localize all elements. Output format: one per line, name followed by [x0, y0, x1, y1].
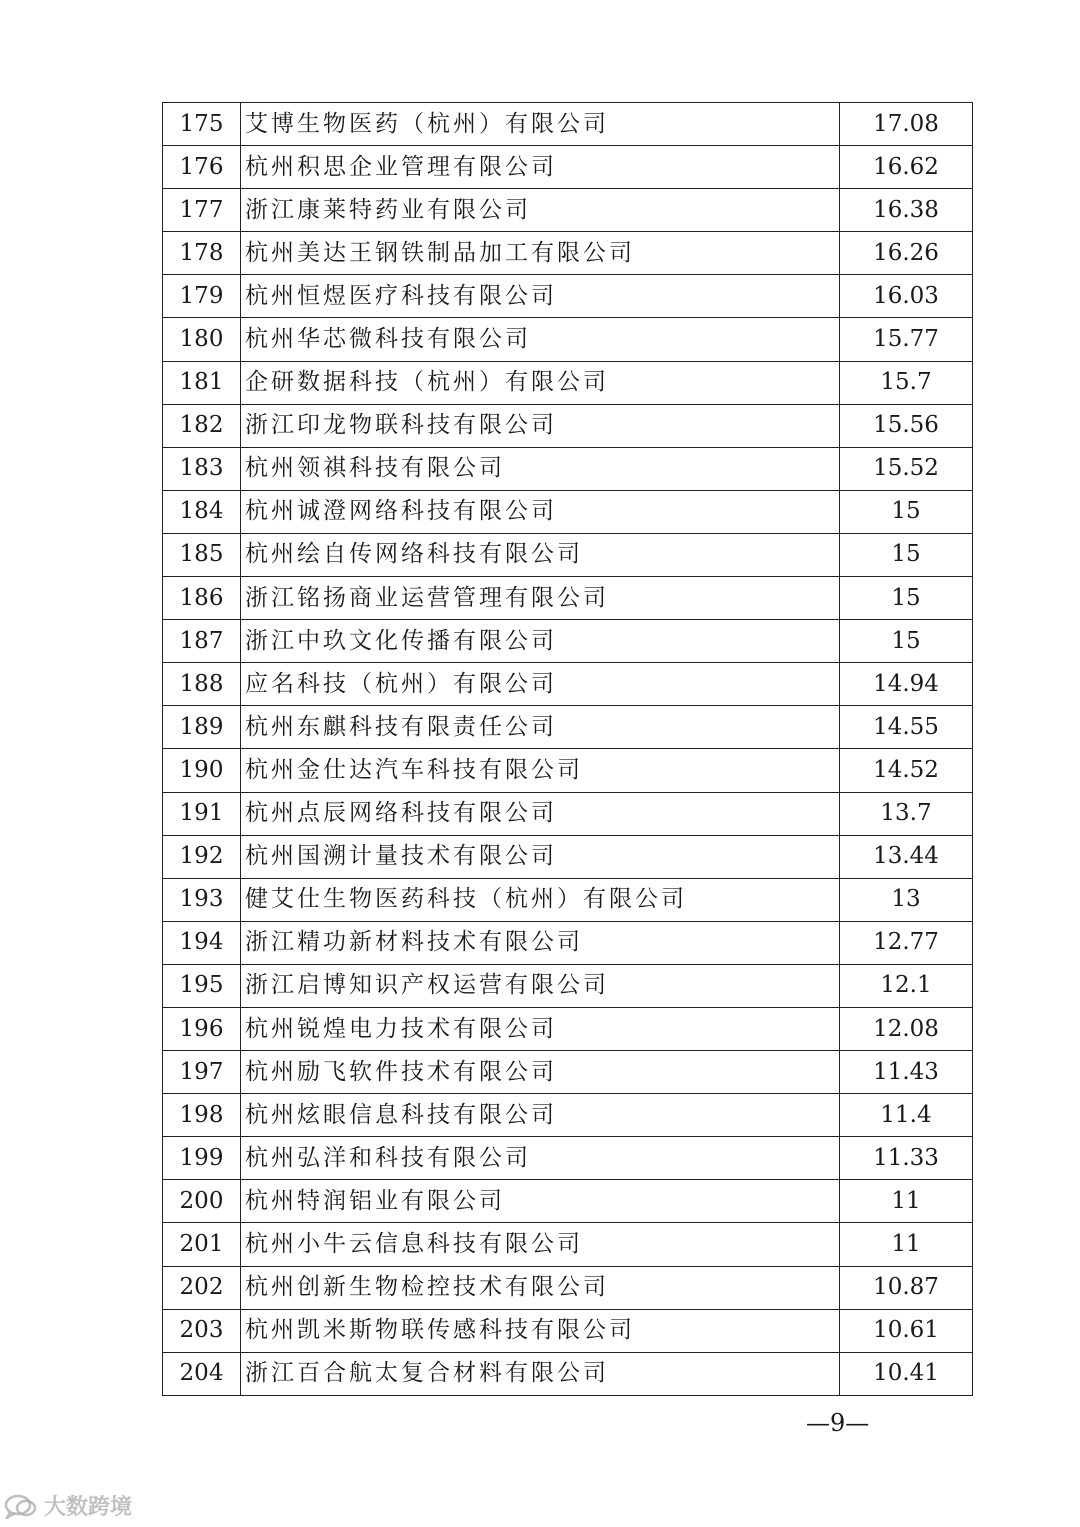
row-index-cell: 185 [163, 533, 241, 576]
row-index-cell: 201 [163, 1223, 241, 1266]
company-name-cell: 杭州炫眼信息科技有限公司 [241, 1094, 840, 1137]
value-cell: 12.08 [840, 1007, 973, 1050]
value-cell: 12.77 [840, 921, 973, 964]
company-name-cell: 杭州锐煌电力技术有限公司 [241, 1007, 840, 1050]
value-cell: 12.1 [840, 964, 973, 1007]
table-row [163, 1094, 973, 1137]
company-ranking-table [162, 102, 973, 1396]
row-index-cell: 178 [163, 232, 241, 275]
company-name-cell: 浙江精功新材料技术有限公司 [241, 921, 840, 964]
row-index-cell: 189 [163, 706, 241, 749]
row-index-cell: 200 [163, 1180, 241, 1223]
table-body [163, 103, 973, 1396]
value-cell: 16.38 [840, 189, 973, 232]
value-cell: 15 [840, 620, 973, 663]
row-index-cell: 202 [163, 1266, 241, 1309]
row-index-cell: 182 [163, 404, 241, 447]
row-index-cell: 191 [163, 792, 241, 835]
watermark-text: 大数跨境 [44, 1495, 133, 1520]
company-name-cell: 浙江启博知识产权运营有限公司 [241, 964, 840, 1007]
company-name-cell: 杭州励飞软件技术有限公司 [241, 1051, 840, 1094]
company-name-cell: 杭州点辰网络科技有限公司 [241, 792, 840, 835]
company-name-cell: 浙江中玖文化传播有限公司 [241, 620, 840, 663]
value-cell: 15.56 [840, 404, 973, 447]
row-index-cell: 181 [163, 361, 241, 404]
company-name-cell: 杭州小牛云信息科技有限公司 [241, 1223, 840, 1266]
company-name-cell: 浙江铭扬商业运营管理有限公司 [241, 577, 840, 620]
company-name-cell: 杭州恒煜医疗科技有限公司 [241, 275, 840, 318]
value-cell: 11 [840, 1180, 973, 1223]
value-cell: 16.26 [840, 232, 973, 275]
company-name-cell: 杭州弘洋和科技有限公司 [241, 1137, 840, 1180]
row-index-cell: 196 [163, 1007, 241, 1050]
value-cell: 15.7 [840, 361, 973, 404]
table-row [163, 404, 973, 447]
row-index-cell: 176 [163, 146, 241, 189]
company-name-cell: 健艾仕生物医药科技（杭州）有限公司 [241, 878, 840, 921]
row-index-cell: 183 [163, 447, 241, 490]
company-name-cell: 浙江康莱特药业有限公司 [241, 189, 840, 232]
value-cell: 11.43 [840, 1051, 973, 1094]
table-row [163, 749, 973, 792]
row-index-cell: 197 [163, 1051, 241, 1094]
row-index-cell: 179 [163, 275, 241, 318]
row-index-cell: 190 [163, 749, 241, 792]
table-row [163, 1223, 973, 1266]
value-cell: 13.44 [840, 835, 973, 878]
table-row [163, 103, 973, 146]
table-row [163, 361, 973, 404]
value-cell: 10.61 [840, 1309, 973, 1352]
value-cell: 11.33 [840, 1137, 973, 1180]
value-cell: 14.52 [840, 749, 973, 792]
company-name-cell: 杭州东麒科技有限责任公司 [241, 706, 840, 749]
company-name-cell: 杭州凯米斯物联传感科技有限公司 [241, 1309, 840, 1352]
row-index-cell: 193 [163, 878, 241, 921]
value-cell: 10.87 [840, 1266, 973, 1309]
table-row [163, 620, 973, 663]
company-name-cell: 杭州特润铝业有限公司 [241, 1180, 840, 1223]
row-index-cell: 199 [163, 1137, 241, 1180]
value-cell: 15.77 [840, 318, 973, 361]
table-row [163, 146, 973, 189]
value-cell: 13 [840, 878, 973, 921]
table-row [163, 189, 973, 232]
company-name-cell: 杭州金仕达汽车科技有限公司 [241, 749, 840, 792]
company-name-cell: 杭州创新生物检控技术有限公司 [241, 1266, 840, 1309]
table-row [163, 878, 973, 921]
company-name-cell: 杭州诚澄网络科技有限公司 [241, 490, 840, 533]
row-index-cell: 204 [163, 1352, 241, 1395]
company-name-cell: 杭州绘自传网络科技有限公司 [241, 533, 840, 576]
page-number: —9— [806, 1409, 870, 1437]
table-row [163, 663, 973, 706]
value-cell: 15 [840, 533, 973, 576]
table-row [163, 1051, 973, 1094]
table-row [163, 921, 973, 964]
company-name-cell: 杭州国溯计量技术有限公司 [241, 835, 840, 878]
row-index-cell: 195 [163, 964, 241, 1007]
value-cell: 17.08 [840, 103, 973, 146]
table-row [163, 577, 973, 620]
value-cell: 15.52 [840, 447, 973, 490]
table-row [163, 835, 973, 878]
row-index-cell: 198 [163, 1094, 241, 1137]
row-index-cell: 188 [163, 663, 241, 706]
value-cell: 16.03 [840, 275, 973, 318]
value-cell: 11.4 [840, 1094, 973, 1137]
value-cell: 15 [840, 577, 973, 620]
table-row [163, 1180, 973, 1223]
row-index-cell: 186 [163, 577, 241, 620]
table-row [163, 318, 973, 361]
table-row [163, 275, 973, 318]
company-name-cell: 浙江印龙物联科技有限公司 [241, 404, 840, 447]
value-cell: 13.7 [840, 792, 973, 835]
row-index-cell: 187 [163, 620, 241, 663]
company-name-cell: 杭州华芯微科技有限公司 [241, 318, 840, 361]
value-cell: 11 [840, 1223, 973, 1266]
company-name-cell: 杭州积思企业管理有限公司 [241, 146, 840, 189]
table-row [163, 1309, 973, 1352]
row-index-cell: 175 [163, 103, 241, 146]
table-row [163, 1266, 973, 1309]
table-row [163, 706, 973, 749]
table-row [163, 792, 973, 835]
row-index-cell: 180 [163, 318, 241, 361]
value-cell: 16.62 [840, 146, 973, 189]
table-row [163, 490, 973, 533]
table-row [163, 232, 973, 275]
value-cell: 14.94 [840, 663, 973, 706]
table-row [163, 1137, 973, 1180]
company-name-cell: 艾博生物医药（杭州）有限公司 [241, 103, 840, 146]
company-name-cell: 企研数据科技（杭州）有限公司 [241, 361, 840, 404]
row-index-cell: 184 [163, 490, 241, 533]
company-name-cell: 杭州美达王钢铁制品加工有限公司 [241, 232, 840, 275]
company-name-cell: 应名科技（杭州）有限公司 [241, 663, 840, 706]
row-index-cell: 194 [163, 921, 241, 964]
table-row [163, 533, 973, 576]
value-cell: 14.55 [840, 706, 973, 749]
value-cell: 15 [840, 490, 973, 533]
table-row [163, 1007, 973, 1050]
value-cell: 10.41 [840, 1352, 973, 1395]
table-row [163, 1352, 973, 1395]
company-name-cell: 浙江百合航太复合材料有限公司 [241, 1352, 840, 1395]
table-row [163, 964, 973, 1007]
row-index-cell: 192 [163, 835, 241, 878]
row-index-cell: 177 [163, 189, 241, 232]
watermark [4, 1490, 132, 1521]
row-index-cell: 203 [163, 1309, 241, 1352]
table-row [163, 447, 973, 490]
chat-bubble-logo-icon [4, 1493, 38, 1519]
company-name-cell: 杭州领祺科技有限公司 [241, 447, 840, 490]
